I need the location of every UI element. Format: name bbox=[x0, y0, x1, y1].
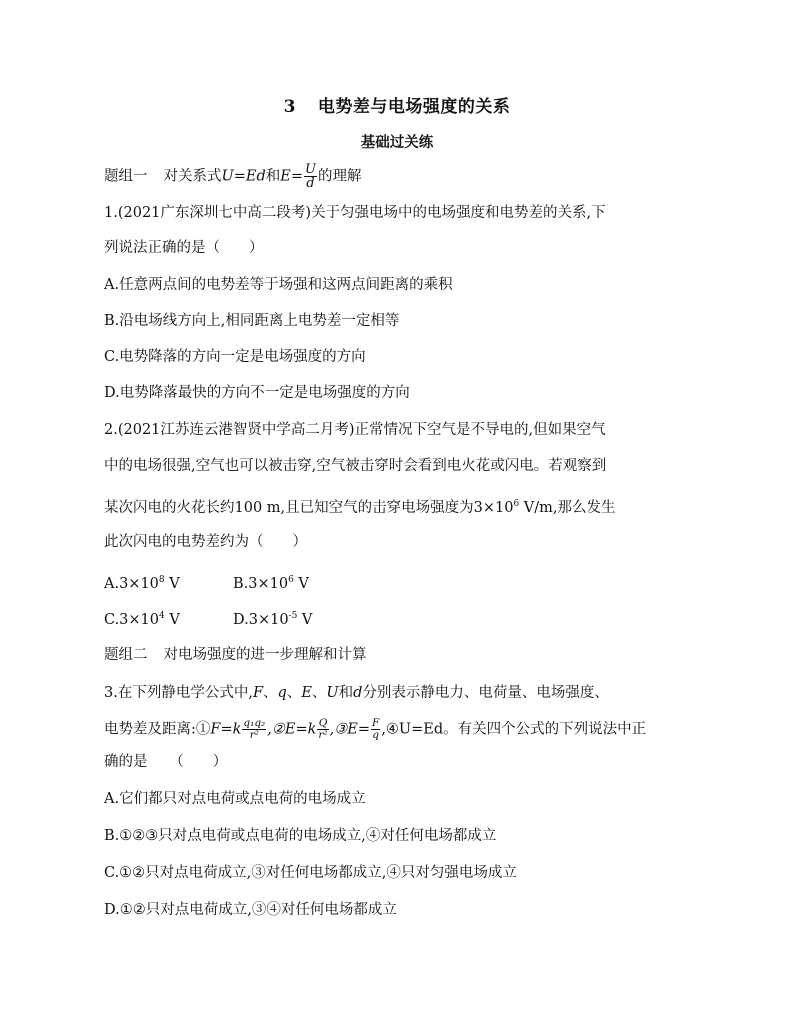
q3-stem-line3: 确的是 （ ） bbox=[104, 754, 228, 770]
var-u: U bbox=[326, 685, 339, 701]
var-f: F bbox=[252, 685, 264, 701]
q3-stem-line1: 3.在下列静电学公式中,F、q、E、U和d分别表示静电力、电荷量、电场强度、 bbox=[104, 685, 609, 701]
q2-c-exp: 4 bbox=[159, 611, 165, 621]
q3-stem1b: 和 bbox=[338, 685, 354, 701]
group1-pre: 对关系式 bbox=[163, 168, 222, 185]
q1-option-c: C.电势降落的方向一定是电场强度的方向 bbox=[104, 349, 366, 365]
var-e: E bbox=[301, 685, 312, 701]
formula3-den: q bbox=[372, 729, 379, 741]
q2-option-d bbox=[233, 606, 312, 630]
q2-stem-line1: 2.(2021江苏连云港智贤中学高二月考)正常情况下空气是不导电的,但如果空气 bbox=[104, 422, 606, 438]
var-q: q bbox=[277, 685, 287, 701]
var-d: d bbox=[353, 685, 363, 701]
section-number: 3 bbox=[283, 97, 296, 117]
section-subtitle: 基础过关练 bbox=[360, 134, 434, 151]
q2-d-exp: -5 bbox=[288, 611, 298, 621]
group1-heading bbox=[104, 163, 361, 190]
formula1-den: r² bbox=[249, 729, 259, 741]
q1-option-b: B.沿电场线方向上,相同距离上电势差一定相等 bbox=[104, 313, 400, 329]
q1-stem-line2: 列说法正确的是（ ） bbox=[104, 240, 264, 256]
q3-option-a: A.它们都只对点电荷或点电荷的电场成立 bbox=[104, 791, 366, 807]
group2-heading bbox=[104, 645, 367, 665]
q2-b-exp: 6 bbox=[288, 575, 294, 585]
formula2-fraction bbox=[317, 718, 328, 741]
q3-stem1a: 3.在下列静电学公式中, bbox=[104, 685, 253, 701]
q2-stem3b: V/m,那么发生 bbox=[519, 500, 616, 516]
q3-stem-line2 bbox=[104, 718, 646, 741]
q3-option-d: D.①②只对点电荷成立,③④对任何电场都成立 bbox=[104, 902, 397, 918]
formula-e-eq: E= bbox=[280, 168, 303, 185]
formula4-and-rest: ,④U=Ed。有关四个公式的下列说法中正 bbox=[381, 721, 647, 738]
formula1-num: q₁q₂ bbox=[243, 717, 266, 729]
q2-a-pre: A.3×10 bbox=[104, 576, 159, 592]
group1-label: 题组一 bbox=[104, 168, 148, 185]
formula3-num: F bbox=[371, 717, 380, 729]
q2-option-b bbox=[233, 570, 309, 594]
q3-option-b: B.①②③只对点电荷或点电荷的电场成立,④对任何电场都成立 bbox=[104, 828, 497, 844]
q3-stem1c: 分别表示静电力、电荷量、电场强度、 bbox=[362, 685, 609, 701]
formula2-num: Q bbox=[318, 717, 328, 729]
q1-option-a: A.任意两点间的电势差等于场强和这两点间距离的乘积 bbox=[104, 277, 453, 293]
group1-and: 和 bbox=[265, 168, 281, 185]
q3-stem2a: 电势差及距离:① bbox=[104, 721, 211, 738]
q1-option-d: D.电势降落最快的方向不一定是电场强度的方向 bbox=[104, 385, 410, 401]
q2-stem-line4: 此次闪电的电势差约为（ ） bbox=[104, 534, 307, 550]
group2-text: 对电场强度的进一步理解和计算 bbox=[163, 647, 367, 663]
q3-option-c: C.①②只对点电荷成立,③对任何电场都成立,④只对匀强电场成立 bbox=[104, 865, 517, 881]
q2-option-a bbox=[104, 570, 180, 594]
group2-label: 题组二 bbox=[104, 647, 148, 663]
formula2-den: r² bbox=[318, 729, 328, 741]
formula3-pre: ,③E= bbox=[329, 721, 370, 738]
q2-stem3a: 某次闪电的火花长约100 m,且已知空气的击穿电场强度为3×10 bbox=[104, 500, 514, 516]
q2-d-pre: D.3×10 bbox=[233, 612, 289, 628]
page-title bbox=[0, 92, 794, 117]
q2-option-c bbox=[104, 606, 180, 630]
frac-denominator: d bbox=[306, 176, 315, 191]
q2-a-exp: 8 bbox=[158, 575, 165, 585]
q2-b-post: V bbox=[293, 576, 309, 592]
q2-c-pre: C.3×10 bbox=[104, 612, 160, 628]
q2-b-pre: B.3×10 bbox=[233, 576, 289, 592]
q1-stem-line1: 1.(2021广东深圳七中高二段考)关于匀强电场中的电场强度和电势差的关系,下 bbox=[104, 205, 606, 221]
formula1-fraction bbox=[242, 718, 266, 741]
title-text: 电势差与电场强度的关系 bbox=[317, 97, 511, 117]
q2-d-post: V bbox=[297, 612, 313, 628]
formula3-fraction bbox=[371, 718, 380, 741]
q2-a-post: V bbox=[164, 576, 180, 592]
group1-post: 的理解 bbox=[317, 168, 362, 185]
q2-c-post: V bbox=[164, 612, 180, 628]
fraction-u-over-d bbox=[304, 163, 317, 190]
formula-u-ed: U=Ed bbox=[221, 168, 266, 185]
formula2-pre: ,②E=k bbox=[267, 721, 317, 738]
formula1-pre: F=k bbox=[210, 721, 242, 738]
frac-numerator: U bbox=[304, 162, 316, 177]
q2-exponent: 6 bbox=[513, 499, 520, 509]
q2-stem-line3 bbox=[104, 494, 616, 518]
q2-stem-line2: 中的电场很强,空气也可以被击穿,空气被击穿时会看到电火花或闪电。若观察到 bbox=[104, 458, 607, 474]
